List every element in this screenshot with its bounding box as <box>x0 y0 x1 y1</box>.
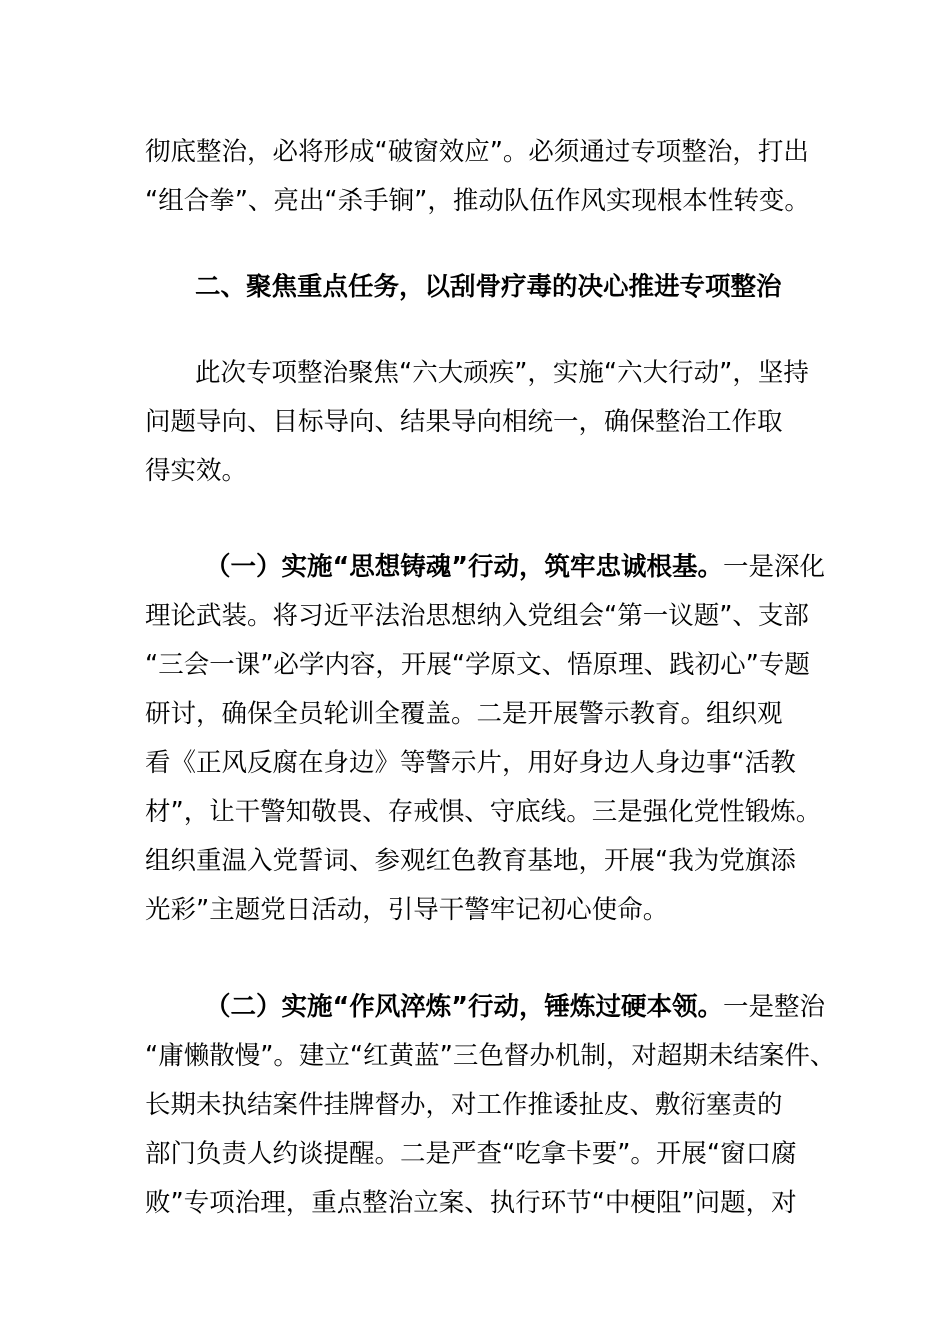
text-line: 光彩”主题党日活动，引导干警牢记初心使命。 <box>145 895 669 925</box>
section-heading: 二、聚焦重点任务，以刮骨疗毒的决心推进专项整治 <box>195 272 782 302</box>
paragraph-overview <box>145 349 810 496</box>
subsection-title: （二）实施“作风淬炼”行动，锤炼过硬本领。 <box>205 992 724 1022</box>
subsection-first-line-rest: 一是整治 <box>723 992 826 1022</box>
subsection-title: （一）实施“思想铸魂”行动，筑牢忠诚根基。 <box>205 552 724 582</box>
text-line: “庸懒散慢”。建立“红黄蓝”三色督办机制，对超期未结案件、 <box>145 1041 836 1071</box>
subsection-2 <box>145 983 836 1228</box>
text-line: 彻底整治，必将形成“破窗效应”。必须通过专项整治，打出 <box>145 137 809 167</box>
text-line: 此次专项整治聚焦“六大顽疾”，实施“六大行动”，坚持 <box>195 358 809 388</box>
subsection-first-line-rest: 一是深化 <box>723 552 826 582</box>
text-line: 材”，让干警知敬畏、存戒惧、守底线。三是强化党性锻炼。 <box>145 797 822 827</box>
paragraph-intro <box>145 128 810 226</box>
text-line: 问题导向、目标导向、结果导向相统一，确保整治工作取 <box>145 407 783 437</box>
subsection-first-line <box>145 543 826 592</box>
subsection-first-line <box>145 983 826 1032</box>
text-line: 得实效。 <box>145 456 248 486</box>
text-line: 长期未执结案件挂牌督办，对工作推诿扯皮、敷衍塞责的 <box>145 1090 783 1120</box>
text-line: 理论武装。将习近平法治思想纳入党组会“第一议题”、支部 <box>145 601 809 631</box>
document-page <box>145 128 836 1228</box>
text-line: 看《正风反腐在身边》等警示片，用好身边人身边事“活教 <box>145 748 796 778</box>
text-line: 败”专项治理，重点整治立案、执行环节“中梗阻”问题，对 <box>145 1188 797 1218</box>
text-line: 部门负责人约谈提醒。二是严查“吃拿卡要”。开展“窗口腐 <box>145 1139 797 1169</box>
text-line: 研讨，确保全员轮训全覆盖。二是开展警示教育。组织观 <box>145 699 783 729</box>
subsection-1 <box>145 543 826 935</box>
text-line: “组合拳”、亮出“杀手锏”，推动队伍作风实现根本性转变。 <box>145 186 810 216</box>
text-line: “三会一课”必学内容，开展“学原文、悟原理、践初心”专题 <box>145 650 810 680</box>
text-line: 组织重温入党誓词、参观红色教育基地，开展“我为党旗添 <box>145 846 796 876</box>
